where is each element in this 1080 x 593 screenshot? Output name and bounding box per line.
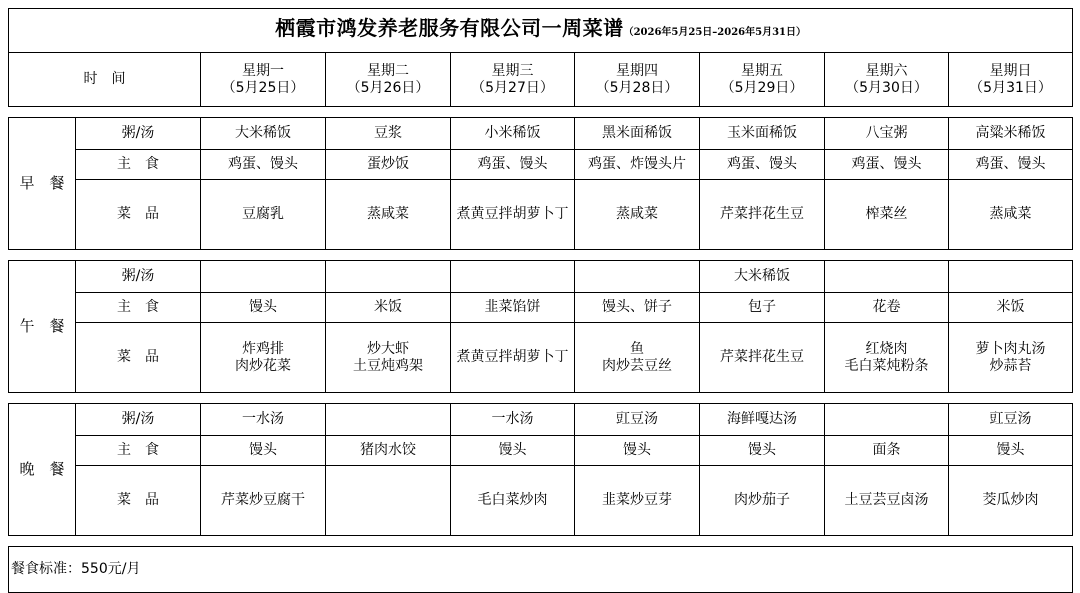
day-header: [575, 53, 700, 107]
day-header: [326, 53, 451, 107]
dish-name: 豆浆: [374, 125, 402, 141]
menu-row: [9, 466, 1073, 536]
menu-cell: [575, 404, 700, 436]
dish-name: 小米稀饭: [484, 125, 541, 141]
menu-cell: [326, 293, 451, 323]
dish-name: 炒大虾: [367, 340, 409, 357]
menu-cell: [700, 180, 825, 250]
menu-cell: [451, 293, 575, 323]
dish-name: 红烧肉: [865, 340, 908, 357]
dish-name: 猪肉水饺: [360, 442, 416, 458]
menu-cell: [575, 118, 700, 150]
menu-cell: [201, 466, 326, 536]
menu-cell: [825, 404, 949, 436]
menu-cell: [326, 323, 451, 393]
dish-name: 榨菜丝: [865, 206, 908, 222]
dish-name: 蒸咸菜: [616, 206, 658, 222]
row-label: 主 食: [76, 293, 201, 323]
dish-name: 大米稀饭: [734, 268, 790, 284]
dish-name: 豇豆汤: [616, 411, 658, 427]
day-header: [451, 53, 575, 107]
menu-row: [9, 180, 1073, 250]
menu-cell: [326, 261, 451, 293]
day-date: （5月31日）: [969, 79, 1052, 96]
dish-name: 肉炒花菜: [235, 357, 291, 374]
dish-name: 蛋炒饭: [367, 156, 409, 172]
dish-name: 一水汤: [491, 411, 534, 427]
menu-cell: [451, 150, 575, 180]
day-name: 星期一: [242, 62, 284, 79]
dish-name: 土豆芸豆卤汤: [844, 492, 929, 508]
menu-cell: [575, 261, 700, 293]
dish-name: 馒头: [249, 442, 277, 458]
dish-name: 萝卜肉丸汤: [975, 340, 1046, 357]
day-date: （5月27日）: [471, 79, 554, 96]
menu-cell: [201, 180, 326, 250]
section-spacer: [9, 250, 1073, 261]
menu-row: [9, 118, 1073, 150]
dish-name: 蒸咸菜: [367, 206, 409, 222]
menu-cell: [201, 404, 326, 436]
time-header: 时 间: [9, 53, 201, 107]
dish-name: 韭菜炒豆芽: [602, 492, 672, 508]
dish-name: 韭菜馅饼: [484, 299, 541, 315]
dish-name: 玉米面稀饭: [727, 125, 797, 141]
menu-title-main: 栖霞市鸿发养老服务有限公司一周菜谱: [275, 16, 624, 40]
menu-cell: [825, 150, 949, 180]
menu-cell: [201, 261, 326, 293]
menu-cell: [825, 323, 949, 393]
weekly-menu-table: [8, 8, 1073, 593]
dish-name: 鸡蛋、馒头: [727, 156, 797, 172]
meal-name: 午 餐: [9, 261, 76, 393]
menu-cell: [949, 180, 1073, 250]
dish-name: 芹菜炒豆腐干: [221, 492, 305, 508]
dish-name: 一水汤: [242, 411, 284, 427]
menu-cell: [825, 261, 949, 293]
menu-cell: [451, 404, 575, 436]
menu-cell: [451, 436, 575, 466]
menu-cell: [451, 323, 575, 393]
dish-name: 包子: [748, 299, 776, 315]
menu-cell: [700, 293, 825, 323]
menu-cell: [451, 180, 575, 250]
dish-name: 鸡蛋、馒头: [477, 156, 548, 172]
menu-cell: [201, 118, 326, 150]
menu-cell: [949, 150, 1073, 180]
dish-name: 八宝粥: [865, 125, 908, 141]
day-date: （5月30日）: [845, 79, 928, 96]
dish-name: 馒头: [996, 442, 1025, 458]
menu-cell: [326, 118, 451, 150]
menu-cell: [700, 118, 825, 150]
menu-cell: [326, 180, 451, 250]
row-label: 菜 品: [76, 466, 201, 536]
dish-name: 蒸咸菜: [989, 206, 1032, 222]
dish-name: 黑米面稀饭: [602, 125, 672, 141]
day-name: 星期五: [741, 62, 783, 79]
dish-name: 大米稀饭: [235, 125, 291, 141]
menu-cell: [575, 150, 700, 180]
section-spacer: [9, 536, 1073, 547]
menu-cell: [326, 436, 451, 466]
spacer-cell: [9, 536, 1073, 547]
menu-row: [9, 404, 1073, 436]
day-name: 星期四: [616, 62, 658, 79]
menu-cell: [326, 466, 451, 536]
menu-cell: [201, 293, 326, 323]
menu-cell: [949, 293, 1073, 323]
day-header: [700, 53, 825, 107]
row-label: 菜 品: [76, 323, 201, 393]
menu-cell: [201, 323, 326, 393]
menu-cell: [326, 404, 451, 436]
menu-cell: [700, 261, 825, 293]
dish-name: 面条: [872, 442, 901, 458]
menu-cell: [700, 436, 825, 466]
row-label: 粥/汤: [76, 404, 201, 436]
menu-row: [9, 323, 1073, 393]
dish-name: 馒头: [498, 442, 527, 458]
menu-cell: [825, 180, 949, 250]
dish-name: 花卷: [872, 299, 901, 315]
meal-name: 早 餐: [9, 118, 76, 250]
section-spacer: [9, 393, 1073, 404]
menu-cell: [700, 323, 825, 393]
dish-name: 芹菜拌花生豆: [720, 206, 804, 222]
menu-cell: [451, 118, 575, 150]
dish-name: 鸡蛋、馒头: [851, 156, 922, 172]
menu-date-range: （2026年5月25日–2026年5月31日）: [623, 27, 806, 38]
row-label: 菜 品: [76, 180, 201, 250]
menu-row: [9, 150, 1073, 180]
dish-name: 米饭: [996, 299, 1025, 315]
day-date: （5月28日）: [595, 79, 679, 96]
dish-name: 毛白菜炒肉: [477, 492, 548, 508]
day-name: 星期三: [491, 62, 534, 79]
section-spacer: [9, 107, 1073, 118]
row-label: 主 食: [76, 436, 201, 466]
dish-name: 炸鸡排: [242, 340, 284, 357]
day-name: 星期二: [367, 62, 409, 79]
menu-cell: [201, 150, 326, 180]
dish-name: 豇豆汤: [989, 411, 1032, 427]
dish-name: 鸡蛋、炸馒头片: [588, 156, 686, 172]
menu-cell: [825, 436, 949, 466]
day-date: （5月25日）: [221, 79, 305, 96]
menu-row: [9, 293, 1073, 323]
dish-name: 鱼: [630, 340, 644, 357]
spacer-cell: [9, 107, 1073, 118]
dish-name: 毛白菜炖粉条: [844, 357, 929, 374]
menu-cell: [949, 261, 1073, 293]
menu-cell: [700, 466, 825, 536]
dish-name: 煮黄豆拌胡萝卜丁: [456, 349, 569, 365]
meal-standard: 餐食标准：550元/月: [9, 547, 1073, 593]
menu-cell: [451, 261, 575, 293]
menu-cell: [949, 118, 1073, 150]
dish-name: 鸡蛋、馒头: [975, 156, 1046, 172]
dish-name: 海鲜嘎达汤: [727, 411, 797, 427]
menu-title: [9, 9, 1073, 53]
dish-name: 炒蒜苔: [989, 357, 1032, 374]
menu-cell: [575, 466, 700, 536]
spacer-cell: [9, 250, 1073, 261]
row-label: 粥/汤: [76, 118, 201, 150]
footer-row: [9, 547, 1073, 593]
menu-cell: [575, 436, 700, 466]
dish-name: 茭瓜炒肉: [982, 492, 1039, 508]
day-date: （5月26日）: [346, 79, 430, 96]
menu-cell: [949, 436, 1073, 466]
dish-name: 芹菜拌花生豆: [720, 349, 804, 365]
menu-cell: [949, 466, 1073, 536]
menu-cell: [825, 118, 949, 150]
menu-cell: [825, 466, 949, 536]
menu-cell: [575, 323, 700, 393]
dish-name: 肉炒芸豆丝: [602, 357, 672, 374]
menu-cell: [949, 404, 1073, 436]
menu-cell: [700, 150, 825, 180]
day-header: [201, 53, 326, 107]
spacer-cell: [9, 393, 1073, 404]
dish-name: 馒头、饼子: [602, 299, 672, 315]
meal-name: 晚 餐: [9, 404, 76, 536]
menu-cell: [949, 323, 1073, 393]
day-header: [825, 53, 949, 107]
day-name: 星期日: [989, 62, 1032, 79]
menu-row: [9, 436, 1073, 466]
menu-cell: [575, 293, 700, 323]
dish-name: 肉炒茄子: [734, 492, 790, 508]
menu-cell: [700, 404, 825, 436]
dish-name: 馒头: [623, 442, 651, 458]
day-date: （5月29日）: [720, 79, 804, 96]
day-header: [949, 53, 1073, 107]
menu-cell: [326, 150, 451, 180]
row-label: 主 食: [76, 150, 201, 180]
dish-name: 馒头: [748, 442, 776, 458]
dish-name: 馒头: [249, 299, 277, 315]
menu-row: [9, 261, 1073, 293]
row-label: 粥/汤: [76, 261, 201, 293]
menu-cell: [575, 180, 700, 250]
menu-cell: [451, 466, 575, 536]
dish-name: 豆腐乳: [242, 206, 284, 222]
day-name: 星期六: [865, 62, 908, 79]
dish-name: 米饭: [374, 299, 402, 315]
dish-name: 高粱米稀饭: [975, 125, 1046, 141]
menu-cell: [201, 436, 326, 466]
dish-name: 煮黄豆拌胡萝卜丁: [456, 206, 569, 222]
dish-name: 鸡蛋、馒头: [228, 156, 298, 172]
menu-cell: [825, 293, 949, 323]
dish-name: 土豆炖鸡架: [353, 357, 423, 374]
